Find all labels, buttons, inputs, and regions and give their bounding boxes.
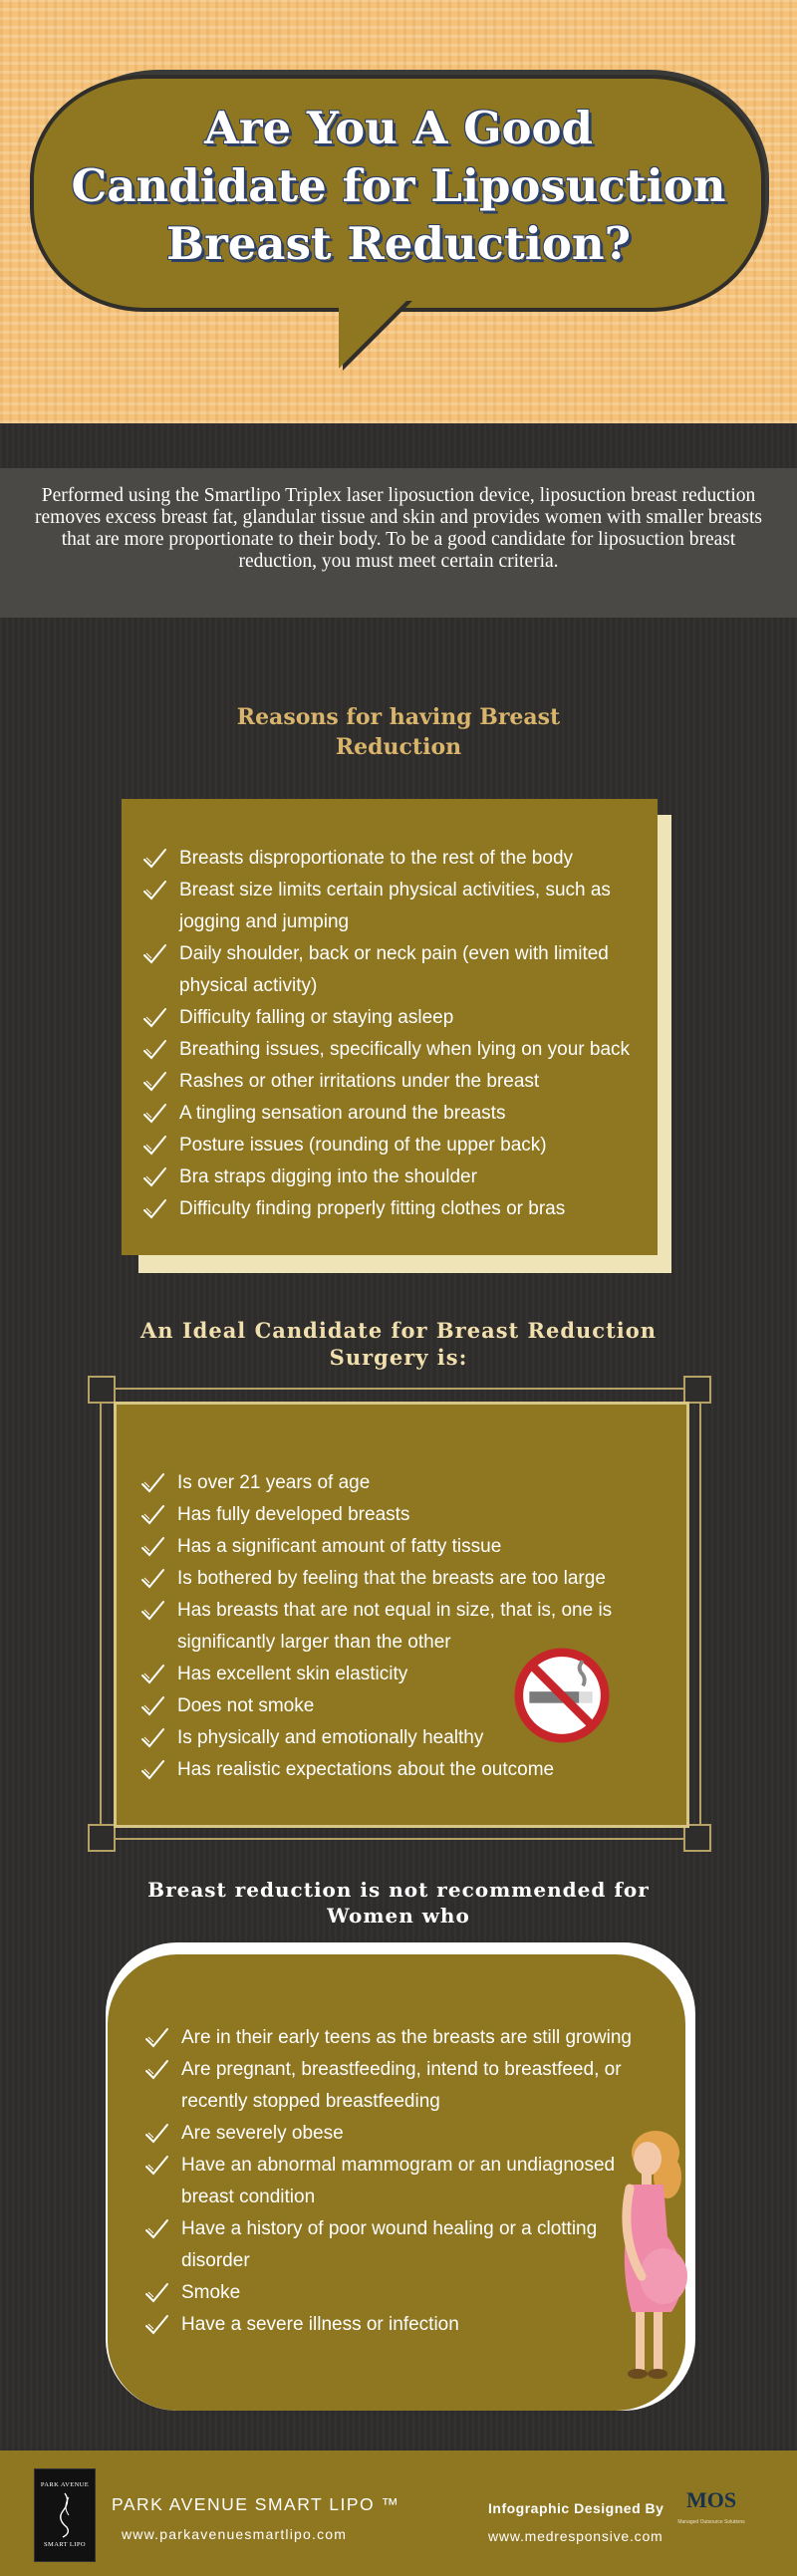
checklist-item-text: Have a severe illness or infection xyxy=(181,2314,459,2335)
checklist-item xyxy=(133,843,652,875)
checklist-item xyxy=(132,1531,650,1563)
heading-line: Women who xyxy=(327,1904,470,1928)
pregnant-woman-illustration xyxy=(598,2127,697,2386)
brand-name: PARK AVENUE SMART LIPO ™ xyxy=(112,2494,400,2514)
checkmark-icon xyxy=(141,878,167,903)
checkmark-icon xyxy=(143,2280,169,2306)
checklist-item-text: significantly larger than the other xyxy=(177,1632,451,1653)
logo-text-top: PARK AVENUE xyxy=(40,2481,90,2488)
checklist-item-text: recently stopped breastfeeding xyxy=(181,2091,440,2112)
checkmark-icon xyxy=(141,846,167,872)
checkmark-icon xyxy=(139,1757,165,1783)
checklist-item xyxy=(132,1563,650,1595)
checklist-item xyxy=(132,1499,650,1531)
checklist-item-text: Breasts disproportionate to the rest of the body xyxy=(179,848,574,869)
checklist-item xyxy=(135,2150,654,2213)
checklist-item-text: Difficulty falling or staying asleep xyxy=(179,1007,454,1028)
checklist-item-text: breast condition xyxy=(181,2187,316,2207)
checklist-item-text: Is physically and emotionally healthy xyxy=(177,1727,484,1748)
checklist-item xyxy=(133,1098,652,1130)
checkmark-icon xyxy=(141,1133,167,1159)
checklist-item-text: Posture issues (rounding of the upper back) xyxy=(179,1135,547,1156)
checkmark-icon xyxy=(141,1164,167,1190)
no-smoking-icon xyxy=(514,1648,610,1743)
frame-corner xyxy=(88,1376,116,1404)
heading-line: Reduction xyxy=(335,734,462,760)
title-line: Candidate for Liposuction xyxy=(71,159,726,212)
checklist-item-text: Has fully developed breasts xyxy=(177,1504,410,1525)
checklist-item xyxy=(135,2277,654,2309)
checklist-item xyxy=(133,938,652,1002)
frame-corner xyxy=(683,1376,711,1404)
intro-zigzag-edge xyxy=(0,610,797,626)
mos-logo-text: MOS xyxy=(685,2487,737,2512)
checkmark-icon xyxy=(143,2025,169,2051)
checklist-item-text: Smoke xyxy=(181,2282,241,2303)
checkmark-icon xyxy=(139,1566,165,1592)
checklist-item-text: Has a significant amount of fatty tissue xyxy=(177,1536,502,1557)
title-line: Breast Reduction? xyxy=(166,217,631,270)
checklist-item-text: Rashes or other irritations under the breast xyxy=(179,1071,540,1092)
checklist-item xyxy=(133,1161,652,1193)
checklist-item-text: Is bothered by feeling that the breasts are too large xyxy=(177,1568,606,1589)
checklist-item-text: Has excellent skin elasticity xyxy=(177,1664,408,1684)
checklist-item-text: Are in their early teens as the breasts are still growing xyxy=(181,2027,632,2048)
frame-corner xyxy=(683,1824,711,1852)
checklist-item xyxy=(132,1467,650,1499)
checklist-item-text: Breast size limits certain physical activities, such as xyxy=(179,880,611,901)
checkmark-icon xyxy=(143,2153,169,2179)
mos-logo xyxy=(677,2483,745,2547)
checklist-item-text: Daily shoulder, back or neck pain (even with limited xyxy=(179,943,609,964)
not-recommended-heading xyxy=(100,1877,697,1929)
checklist-item xyxy=(133,1034,652,1066)
checkmark-icon xyxy=(141,941,167,967)
checklist-item-text: disorder xyxy=(181,2250,250,2271)
checkmark-icon xyxy=(143,2057,169,2083)
checklist-item-text: Does not smoke xyxy=(177,1695,315,1716)
checklist-item xyxy=(135,2054,654,2118)
checklist-item-text: Have a history of poor wound healing or a clotting xyxy=(181,2218,598,2239)
header-banner xyxy=(0,0,797,423)
ideal-candidate-heading xyxy=(110,1317,687,1371)
checklist-item-text: physical activity) xyxy=(179,975,318,996)
checklist-item xyxy=(135,2022,654,2054)
park-avenue-logo xyxy=(34,2468,96,2562)
checklist-item xyxy=(132,1754,650,1786)
silhouette-icon xyxy=(53,2491,77,2539)
checkmark-icon xyxy=(139,1725,165,1751)
heading-line: Breast reduction is not recommended for xyxy=(147,1878,650,1902)
checklist-item-text: Are pregnant, breastfeeding, intend to breastfeed, or xyxy=(181,2059,622,2080)
checklist-item xyxy=(133,1066,652,1098)
intro-paragraph: Performed using the Smartlipo Triplex laser liposuction device, liposuction breast reduction removes excess breast fat, glandular tissue and skin and provides women with smaller breasts that are more proportionate to their body. To be a good candidate for liposuction breast reduction, you must meet certain criteria. xyxy=(35,485,762,572)
checklist-item-text: Is over 21 years of age xyxy=(177,1472,371,1493)
checklist-item-text: jogging and jumping xyxy=(179,911,350,932)
checklist-item xyxy=(135,2309,654,2341)
checkmark-icon xyxy=(139,1534,165,1560)
checkmark-icon xyxy=(143,2312,169,2338)
checklist-item-text: Bra straps digging into the shoulder xyxy=(179,1166,477,1187)
frame-corner xyxy=(88,1824,116,1852)
checkmark-icon xyxy=(139,1693,165,1719)
designed-by-label: Infographic Designed By xyxy=(488,2500,664,2516)
checklist-item-text: Breathing issues, specifically when lying on your back xyxy=(179,1039,631,1060)
checklist-item-text: Has breasts that are not equal in size, that is, one is xyxy=(177,1600,613,1621)
not-recommended-list xyxy=(135,2022,654,2341)
checklist-item xyxy=(133,1130,652,1161)
heading-line: An Ideal Candidate for Breast Reduction xyxy=(139,1318,658,1343)
reasons-list xyxy=(133,843,652,1225)
checklist-item-text: Are severely obese xyxy=(181,2123,344,2144)
checklist-item xyxy=(133,1193,652,1225)
checklist-item xyxy=(133,875,652,938)
checklist-item-text: Difficulty finding properly fitting clothes or bras xyxy=(179,1198,566,1219)
checkmark-icon xyxy=(141,1037,167,1063)
checklist-item-text: Has realistic expectations about the outcome xyxy=(177,1759,555,1780)
checklist-item xyxy=(133,1002,652,1034)
checkmark-icon xyxy=(139,1470,165,1496)
checkmark-icon xyxy=(139,1598,165,1624)
heading-line: Reasons for having Breast xyxy=(236,704,561,730)
checklist-item-text: A tingling sensation around the breasts xyxy=(179,1103,506,1124)
checkmark-icon xyxy=(141,1005,167,1031)
checklist-item-text: Have an abnormal mammogram or an undiagnosed xyxy=(181,2155,616,2176)
checkmark-icon xyxy=(139,1662,165,1687)
brand-url-link[interactable]: www.parkavenuesmartlipo.com xyxy=(122,2526,348,2542)
speech-bubble-tail xyxy=(339,299,408,369)
checkmark-icon xyxy=(143,2216,169,2242)
heading-line: Surgery is: xyxy=(329,1345,468,1370)
designer-url-link[interactable]: www.medresponsive.com xyxy=(488,2528,664,2544)
checkmark-icon xyxy=(141,1101,167,1127)
page-title xyxy=(60,100,737,273)
checklist-item xyxy=(135,2118,654,2150)
logo-text-bottom: SMART LIPO xyxy=(44,2541,86,2548)
checkmark-icon xyxy=(143,2121,169,2147)
checkmark-icon xyxy=(141,1069,167,1095)
title-line: Are You A Good xyxy=(203,102,594,154)
mos-logo-tagline: Managed Outsource Solutions xyxy=(677,2519,745,2525)
checklist-item xyxy=(135,2213,654,2277)
checkmark-icon xyxy=(139,1502,165,1528)
reasons-heading xyxy=(159,702,638,762)
checkmark-icon xyxy=(141,1196,167,1222)
